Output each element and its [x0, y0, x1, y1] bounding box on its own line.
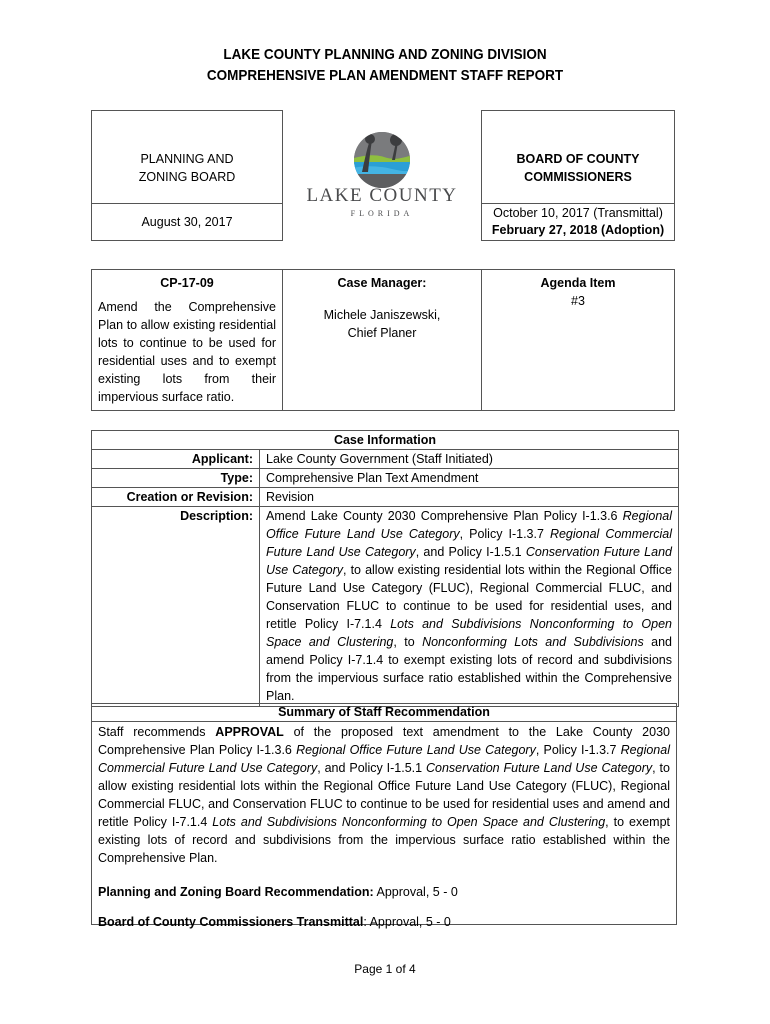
bcc-dates [482, 204, 675, 241]
case-overview-table [91, 269, 675, 411]
case-number: CP-17-09 [160, 276, 214, 290]
description-label: Description: [92, 507, 260, 707]
hearing-schedule-table [91, 110, 675, 241]
agenda-item-cell [482, 270, 675, 411]
case-information-table [91, 430, 679, 707]
type-label: Type: [92, 469, 260, 488]
case-manager-cell [283, 270, 482, 411]
case-manager-name: Michele Janiszewski, [323, 308, 441, 322]
report-title [39, 44, 732, 86]
creation-label: Creation or Revision: [92, 488, 260, 507]
type-value: Comprehensive Plan Text Amendment [260, 469, 679, 488]
bcc-transmittal-date: October 10, 2017 (Transmittal) [493, 206, 663, 220]
applicant-value: Lake County Government (Staff Initiated) [260, 450, 679, 469]
case-summary: Amend the Comprehensive Plan to allow existing residential lots to continue to be used for residential uses and to exempt existing lots from their impervious surface ratio. [98, 300, 276, 404]
case-manager-label: Case Manager: [337, 276, 427, 290]
agenda-item-number: #3 [571, 294, 585, 308]
bcc-heading: BOARD OF COUNTY COMMISSIONERS [482, 111, 675, 204]
pzb-date: August 30, 2017 [92, 204, 283, 241]
title-line-2: COMPREHENSIVE PLAN AMENDMENT STAFF REPORT [206, 67, 564, 84]
case-information-heading: Case Information [92, 431, 679, 450]
summary-paragraph: Staff recommends APPROVAL of the proposed text amendment to the Lake County 2030 Comprehensive Plan Policy I-1.3.6 Regional Office Future Land Use Category, Policy I-1.3.7 Regional Commercial Future Land Use Category, and Policy I-1.5.1 Conservation Future Land Use Category, to allow existing residential lots within the Regional Office Future Land Use Category (FLUC), Regional Commercial FLUC, and Conservation FLUC to continue to be used for residential uses and amend and retitle Policy I-7.1.4 Lots and Subdivisions Nonconforming to Open Space and Clustering, to exempt existing lots of record and subdivisions from the impervious surface ratio established within the Comprehensive Plan. [98, 725, 670, 865]
lake-county-logo [283, 111, 482, 241]
lake-county-logo-icon [292, 128, 472, 220]
bcc-transmittal: Board of County Commissioners Transmittal: Approval, 5 - 0 [98, 915, 451, 929]
applicant-label: Applicant: [92, 450, 260, 469]
agenda-item-label: Agenda Item [540, 276, 616, 290]
bcc-adoption-date: February 27, 2018 (Adoption) [491, 223, 665, 237]
summary-heading: Summary of Staff Recommendation [92, 704, 676, 722]
title-line-1: LAKE COUNTY PLANNING AND ZONING DIVISION [223, 46, 547, 63]
staff-recommendation-summary [91, 703, 677, 929]
pzb-recommendation: Planning and Zoning Board Recommendation: Approval, 5 - 0 [98, 885, 458, 899]
pzb-heading: PLANNING AND ZONING BOARD [92, 111, 283, 204]
page-number: Page 1 of 4 [354, 962, 416, 976]
creation-value: Revision [260, 488, 679, 507]
svg-text:FLORIDA: FLORIDA [350, 209, 414, 218]
summary-body [92, 722, 676, 932]
svg-text:LAKE COUNTY: LAKE COUNTY [306, 185, 458, 206]
case-number-cell [92, 270, 283, 411]
description-value: Amend Lake County 2030 Comprehensive Plan Policy I-1.3.6 Regional Office Future Land Use Category, Policy I-1.3.7 Regional Commercial Future Land Use Category, and Policy I-1.5.1 Conservation Future Land Use Category, to allow existing residential lots within the Regional Office Future Land Use Category (FLUC), Regional Commercial FLUC, and Conservation FLUC to continue to be used for residential uses, and retitle Policy I-7.1.4 Lots and Subdivisions Nonconforming to Open Space and Clustering, to Nonconforming Lots and Subdivisions and amend Policy I-7.1.4 to exempt existing lots of record and subdivisions from the impervious surface ratio established within the Comprehensive Plan. [260, 507, 679, 707]
case-manager-title: Chief Planer [347, 326, 417, 340]
